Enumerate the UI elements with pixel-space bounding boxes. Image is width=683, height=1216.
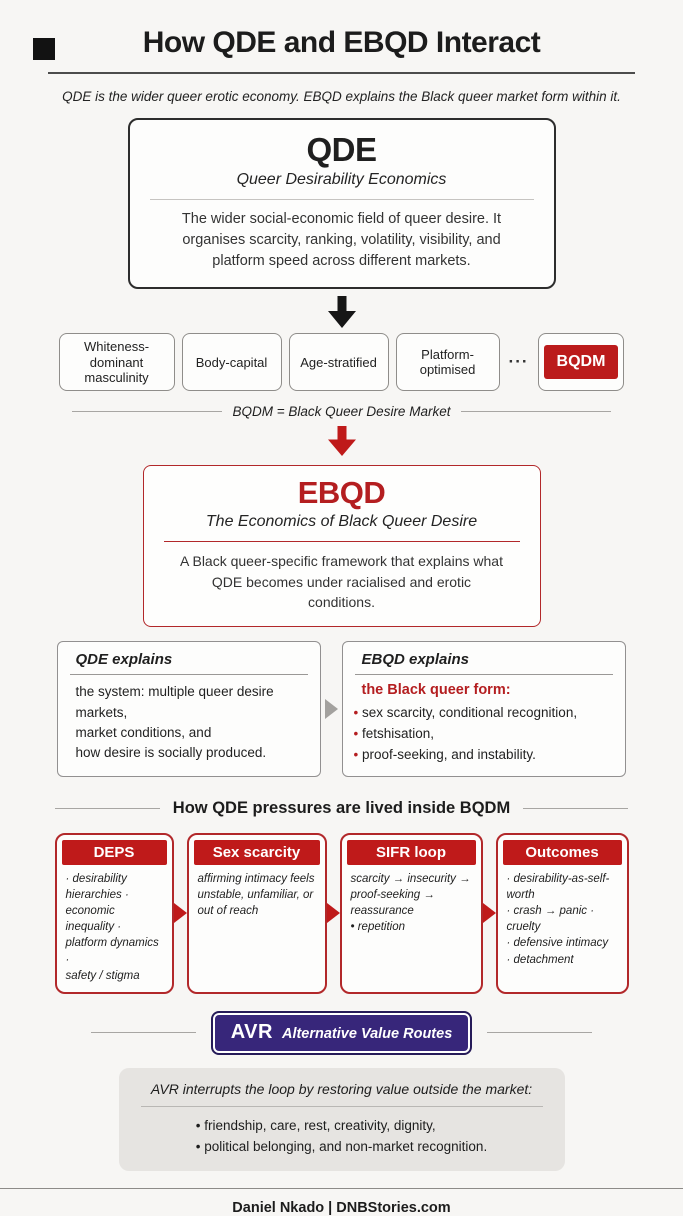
flow-box-deps bbox=[55, 833, 174, 994]
ellipsis-icon: ··· bbox=[508, 352, 529, 372]
qde-name: Queer Desirability Economics bbox=[236, 171, 447, 189]
qde-divider bbox=[150, 199, 534, 200]
ebqd-name: The Economics of Black Queer Desire bbox=[205, 513, 478, 531]
avr-panel-bullet: • political belonging, and non-market recognition. bbox=[196, 1136, 487, 1158]
market-box-platform-optimised: Platform-optimised bbox=[396, 333, 500, 391]
deps-header: DEPS bbox=[62, 840, 167, 865]
ebqd-explains-bullet: • sex scarcity, conditional recognition, bbox=[365, 703, 607, 724]
compare-row bbox=[57, 641, 627, 777]
avr-panel bbox=[119, 1068, 565, 1171]
markets-row bbox=[56, 333, 628, 391]
deps-body bbox=[62, 871, 167, 987]
flow-heading-line-right bbox=[523, 808, 628, 809]
market-box-age-stratified: Age-stratified bbox=[289, 333, 389, 391]
ebqd-explains-divider bbox=[355, 674, 613, 675]
market-box-whiteness: Whiteness-dominant masculinity bbox=[59, 333, 175, 391]
avr-badge-inner bbox=[215, 1015, 469, 1051]
flow-arrow-gap bbox=[327, 833, 340, 994]
ebqd-explains-bullet: • proof-seeking, and instability. bbox=[365, 745, 607, 766]
page-title: How QDE and EBQD Interact bbox=[142, 26, 541, 59]
flow-box-outcomes bbox=[496, 833, 629, 994]
caption-line-right bbox=[461, 411, 611, 412]
qde-explains-title: QDE explains bbox=[75, 651, 173, 669]
outcomes-body bbox=[503, 871, 622, 971]
avr-row bbox=[0, 1011, 683, 1055]
deps-line: platform dynamics · bbox=[65, 937, 159, 966]
flow-arrow-gap bbox=[483, 833, 496, 994]
avr-line-right bbox=[487, 1032, 592, 1033]
flow-heading-line-left bbox=[55, 808, 160, 809]
outcomes-line: · desirability-as-self-worth bbox=[506, 873, 610, 902]
sifr-loop-header: SIFR loop bbox=[347, 840, 476, 865]
sex-scarcity-body bbox=[194, 871, 320, 922]
avr-panel-heading: AVR interrupts the loop by restoring value outside the market: bbox=[150, 1080, 533, 1097]
sifr-loop-line: scarcity → insecurity → bbox=[350, 873, 471, 886]
avr-line-left bbox=[91, 1032, 196, 1033]
avr-badge bbox=[211, 1011, 473, 1055]
compare-arrow-gap bbox=[321, 641, 343, 777]
deps-line: safety / stigma bbox=[65, 969, 140, 982]
qde-explains-line: the system: multiple queer desire markets, bbox=[75, 684, 274, 720]
qde-description: The wider social-economic field of queer desire. It organises scarcity, ranking, volatility, visibility, and platform speed across different markets. bbox=[181, 211, 502, 270]
ebqd-description: A Black queer-specific framework that explains what QDE becomes under racialised and erotic conditions. bbox=[180, 553, 503, 611]
bqdm-badge: BQDM bbox=[544, 345, 619, 379]
avr-panel-bullets bbox=[196, 1115, 487, 1158]
qde-explains-divider bbox=[70, 674, 308, 675]
ebqd-explains-bullets bbox=[343, 703, 625, 766]
down-arrow-red-icon bbox=[328, 426, 356, 456]
sex-scarcity-line: unstable, unfamiliar, or bbox=[197, 889, 314, 902]
footer-credit: Daniel Nkado | DNBStories.com bbox=[232, 1199, 451, 1216]
sex-scarcity-header: Sex scarcity bbox=[194, 840, 320, 865]
sex-scarcity-line: affirming intimacy feels bbox=[197, 873, 315, 886]
caption-line-left bbox=[72, 411, 222, 412]
flow-box-sex-scarcity bbox=[187, 833, 327, 994]
avr-panel-bullet: • friendship, care, rest, creativity, dignity, bbox=[196, 1115, 487, 1137]
sex-scarcity-line: out of reach bbox=[197, 905, 259, 918]
outcomes-header: Outcomes bbox=[503, 840, 622, 865]
qde-explains-box bbox=[57, 641, 321, 777]
down-arrow-black-icon bbox=[328, 296, 356, 328]
outcomes-line: · defensive intimacy bbox=[506, 937, 609, 950]
avr-label: Alternative Value Routes bbox=[281, 1025, 453, 1042]
flow-heading: How QDE pressures are lived inside BQDM bbox=[172, 799, 511, 818]
sifr-loop-body bbox=[347, 871, 476, 938]
qde-explains-body bbox=[58, 682, 320, 763]
deps-line: · desirability hierarchies · bbox=[65, 873, 129, 902]
ebqd-box bbox=[143, 465, 541, 627]
ebqd-explains-lead: the Black queer form: bbox=[361, 682, 511, 699]
right-arrow-red-icon bbox=[327, 903, 340, 923]
bqdm-caption-row bbox=[0, 404, 683, 419]
sifr-loop-line: • repetition bbox=[350, 921, 406, 934]
ebqd-explains-title: EBQD explains bbox=[361, 651, 470, 669]
bqdm-box bbox=[538, 333, 625, 391]
qde-explains-line: market conditions, and bbox=[75, 724, 212, 740]
ebqd-explains-bullet: • fetshisation, bbox=[365, 724, 607, 745]
avr-panel-divider bbox=[141, 1106, 543, 1107]
qde-explains-line: how desire is socially produced. bbox=[75, 745, 267, 761]
footer-rule bbox=[0, 1188, 683, 1189]
ebqd-explains-box bbox=[342, 641, 626, 777]
deps-line: economic inequality · bbox=[65, 905, 122, 934]
corner-square-mark bbox=[33, 38, 55, 60]
qde-box bbox=[128, 118, 556, 289]
right-arrow-red-icon bbox=[174, 903, 187, 923]
sifr-loop-line: proof-seeking → reassurance bbox=[350, 889, 435, 918]
avr-acronym: AVR bbox=[230, 1020, 273, 1043]
outcomes-line: · crash → panic · cruelty bbox=[506, 905, 595, 934]
ebqd-divider bbox=[164, 541, 520, 542]
flow-row bbox=[55, 833, 629, 994]
intro-note: QDE is the wider queer erotic economy. EBQD explains the Black queer market form within it. bbox=[62, 89, 621, 104]
qde-acronym: QDE bbox=[306, 131, 377, 168]
outcomes-line: · detachment bbox=[506, 953, 574, 966]
market-box-body-capital: Body-capital bbox=[182, 333, 282, 391]
flow-arrow-gap bbox=[174, 833, 187, 994]
ebqd-acronym: EBQD bbox=[297, 475, 386, 511]
flow-box-sifr-loop bbox=[340, 833, 483, 994]
right-arrow-gray-icon bbox=[325, 699, 338, 719]
title-rule bbox=[48, 72, 635, 74]
right-arrow-red-icon bbox=[483, 903, 496, 923]
flow-heading-row bbox=[0, 799, 683, 818]
bqdm-caption: BQDM = Black Queer Desire Market bbox=[232, 404, 451, 420]
